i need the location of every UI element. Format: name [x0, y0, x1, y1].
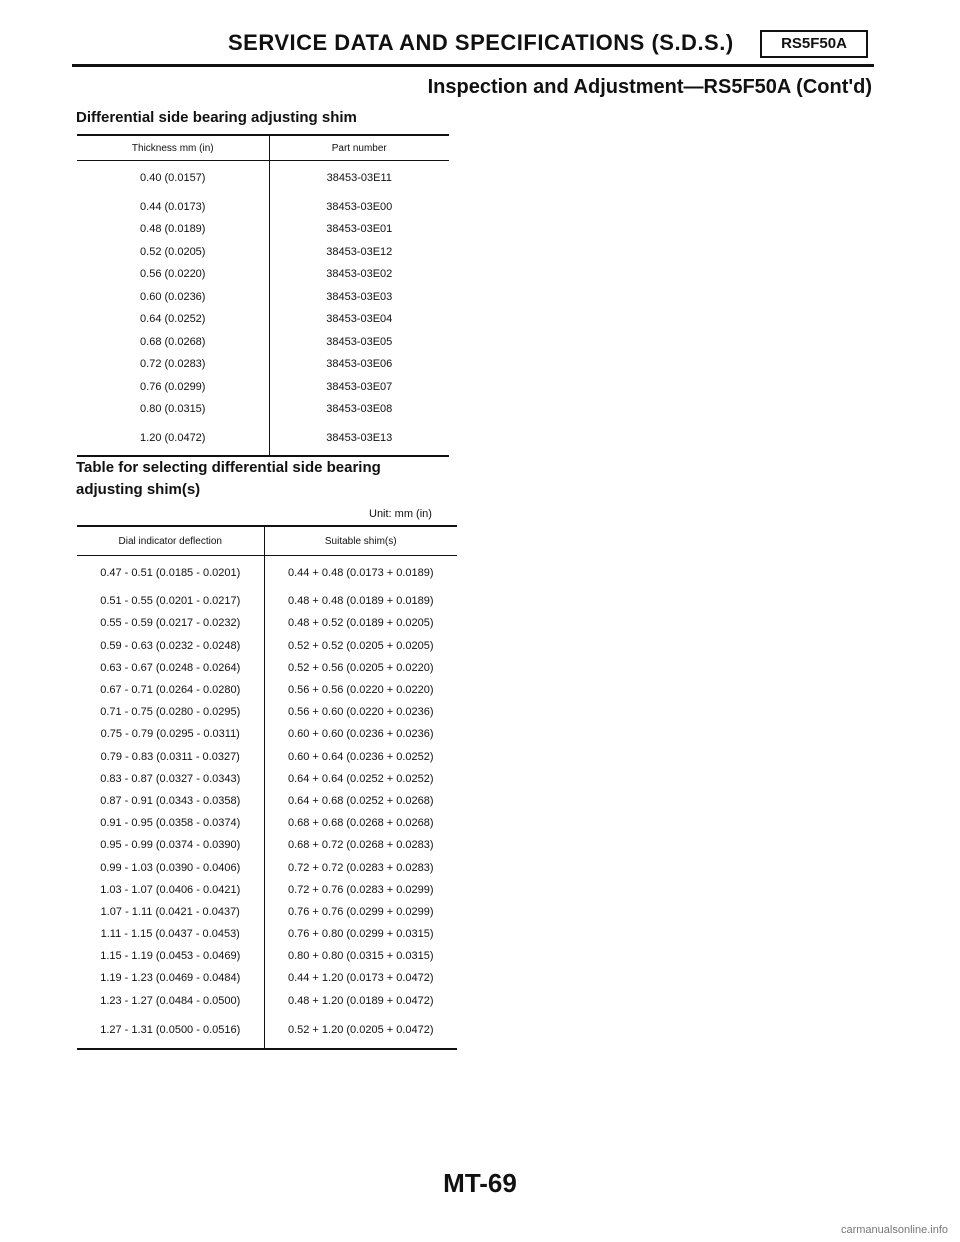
header-divider — [72, 64, 874, 67]
cell-deflection: 0.83 - 0.87 (0.0327 - 0.0343) — [77, 768, 264, 790]
cell-thickness: 0.72 (0.0283) — [77, 353, 269, 376]
cell-deflection: 0.71 - 0.75 (0.0280 - 0.0295) — [77, 701, 264, 723]
table-row — [77, 612, 457, 634]
cell-thickness: 0.48 (0.0189) — [77, 218, 269, 241]
selection-table-title-line2: adjusting shim(s) — [76, 481, 201, 498]
table-row — [77, 590, 457, 612]
table-row — [77, 556, 457, 591]
table-row — [77, 812, 457, 834]
cell-suitable-shims: 0.72 + 0.76 (0.0283 + 0.0299) — [287, 883, 434, 896]
cell-suitable-shims: 0.72 + 0.72 (0.0283 + 0.0283) — [287, 861, 434, 874]
table-row — [77, 635, 457, 657]
cell-suitable-shims: 0.52 + 1.20 (0.0205 + 0.0472) — [264, 1012, 457, 1049]
page-number: MT-69 — [443, 1168, 517, 1198]
watermark-text: carmanualsonline.info — [840, 1224, 948, 1236]
cell-deflection: 0.51 - 0.55 (0.0201 - 0.0217) — [77, 590, 264, 612]
cell-deflection: 0.55 - 0.59 (0.0217 - 0.0232) — [77, 612, 264, 634]
cell-deflection: 0.99 - 1.03 (0.0390 - 0.0406) — [77, 856, 264, 878]
cell-thickness: 0.80 (0.0315) — [77, 398, 269, 421]
cell-suitable-shims: 0.64 + 0.64 (0.0252 + 0.0252) — [287, 772, 434, 785]
cell-deflection: 0.63 - 0.67 (0.0248 - 0.0264) — [77, 657, 264, 679]
cell-suitable-shims: 0.48 + 1.20 (0.0189 + 0.0472) — [287, 994, 434, 1007]
table-row — [77, 746, 457, 768]
table-row — [77, 376, 449, 399]
table-row — [77, 161, 449, 196]
cell-deflection: 1.23 - 1.27 (0.0484 - 0.0500) — [77, 990, 264, 1012]
cell-suitable-shims: 0.80 + 0.80 (0.0315 + 0.0315) — [287, 950, 434, 963]
table-row — [77, 901, 457, 923]
cell-suitable-shims: 0.56 + 0.60 (0.0220 + 0.0236) — [287, 706, 434, 719]
unit-label: Unit: mm (in) — [369, 508, 432, 520]
cell-part-number: 38453-03E06 — [326, 358, 393, 371]
cell-deflection: 0.67 - 0.71 (0.0264 - 0.0280) — [77, 679, 264, 701]
table-row — [77, 196, 449, 219]
cell-thickness: 1.20 (0.0472) — [77, 421, 269, 457]
cell-part-number: 38453-03E08 — [326, 403, 393, 416]
cell-suitable-shims: 0.48 + 0.48 (0.0189 + 0.0189) — [287, 595, 434, 608]
cell-suitable-shims: 0.76 + 0.80 (0.0299 + 0.0315) — [287, 928, 434, 941]
cell-part-number: 38453-03E07 — [326, 380, 393, 393]
cell-suitable-shims: 0.64 + 0.68 (0.0252 + 0.0268) — [287, 794, 434, 807]
cell-part-number: 38453-03E05 — [326, 335, 393, 348]
cell-deflection: 0.95 - 0.99 (0.0374 - 0.0390) — [77, 834, 264, 856]
cell-thickness: 0.64 (0.0252) — [77, 308, 269, 331]
table-row — [77, 241, 449, 264]
cell-deflection: 0.59 - 0.63 (0.0232 - 0.0248) — [77, 635, 264, 657]
table-row — [77, 421, 449, 457]
cell-suitable-shims: 0.68 + 0.72 (0.0268 + 0.0283) — [287, 839, 434, 852]
cell-part-number: 38453-03E02 — [326, 268, 393, 281]
selection-table-title-line1: Table for selecting differential side bearing — [76, 459, 381, 476]
cell-deflection: 1.15 - 1.19 (0.0453 - 0.0469) — [77, 945, 264, 967]
table-row — [77, 657, 457, 679]
cell-part-number: 38453-03E12 — [326, 245, 393, 258]
table-row — [77, 679, 457, 701]
cell-suitable-shims: 0.44 + 1.20 (0.0173 + 0.0472) — [287, 972, 434, 985]
cell-thickness: 0.68 (0.0268) — [77, 331, 269, 354]
cell-suitable-shims: 0.48 + 0.52 (0.0189 + 0.0205) — [287, 617, 434, 630]
cell-suitable-shims: 0.60 + 0.64 (0.0236 + 0.0252) — [287, 750, 434, 763]
cell-part-number: 38453-03E03 — [326, 290, 393, 303]
selection-table — [77, 525, 457, 1050]
cell-part-number: 38453-03E00 — [326, 200, 393, 213]
cell-deflection: 1.11 - 1.15 (0.0437 - 0.0453) — [77, 923, 264, 945]
cell-part-number: 38453-03E13 — [269, 421, 449, 457]
cell-suitable-shims: 0.52 + 0.52 (0.0205 + 0.0205) — [287, 639, 434, 652]
table-row — [77, 923, 457, 945]
cell-deflection: 0.75 - 0.79 (0.0295 - 0.0311) — [77, 723, 264, 745]
table-row — [77, 263, 449, 286]
cell-suitable-shims: 0.60 + 0.60 (0.0236 + 0.0236) — [287, 728, 434, 741]
model-code-badge: RS5F50A — [760, 30, 868, 58]
shim-table — [77, 134, 449, 457]
cell-thickness: 0.76 (0.0299) — [77, 376, 269, 399]
cell-part-number: 38453-03E01 — [326, 223, 393, 236]
table-row — [77, 723, 457, 745]
table-row — [77, 701, 457, 723]
shim-table-title: Differential side bearing adjusting shim — [76, 109, 357, 126]
cell-deflection: 0.47 - 0.51 (0.0185 - 0.0201) — [77, 556, 264, 591]
table-row — [77, 879, 457, 901]
section-title: SERVICE DATA AND SPECIFICATIONS (S.D.S.) — [228, 30, 734, 55]
column-header-suitable-shims: Suitable shim(s) — [264, 526, 457, 556]
table-row — [77, 967, 457, 989]
table-row — [77, 856, 457, 878]
table-row — [77, 286, 449, 309]
table-row — [77, 398, 449, 421]
cell-deflection: 1.27 - 1.31 (0.0500 - 0.0516) — [77, 1012, 264, 1049]
cell-deflection: 0.79 - 0.83 (0.0311 - 0.0327) — [77, 746, 264, 768]
cell-deflection: 0.91 - 0.95 (0.0358 - 0.0374) — [77, 812, 264, 834]
cell-part-number: 38453-03E11 — [326, 172, 392, 185]
cell-thickness: 0.56 (0.0220) — [77, 263, 269, 286]
cell-deflection: 1.03 - 1.07 (0.0406 - 0.0421) — [77, 879, 264, 901]
table-row — [77, 990, 457, 1012]
table-row — [77, 353, 449, 376]
cell-suitable-shims: 0.76 + 0.76 (0.0299 + 0.0299) — [287, 905, 434, 918]
table-row — [77, 308, 449, 331]
column-header-deflection: Dial indicator deflection — [77, 526, 264, 556]
page-subtitle: Inspection and Adjustment—RS5F50A (Cont'd) — [427, 76, 872, 98]
table-row — [77, 790, 457, 812]
cell-deflection: 1.19 - 1.23 (0.0469 - 0.0484) — [77, 967, 264, 989]
cell-thickness: 0.60 (0.0236) — [77, 286, 269, 309]
cell-thickness: 0.40 (0.0157) — [77, 161, 269, 196]
table-row — [77, 945, 457, 967]
column-header-part-number: Part number — [269, 135, 449, 161]
table-row — [77, 1012, 457, 1049]
cell-part-number: 38453-03E04 — [326, 313, 393, 326]
cell-suitable-shims: 0.44 + 0.48 (0.0173 + 0.0189) — [287, 567, 434, 580]
cell-deflection: 0.87 - 0.91 (0.0343 - 0.0358) — [77, 790, 264, 812]
table-row — [77, 331, 449, 354]
cell-suitable-shims: 0.52 + 0.56 (0.0205 + 0.0220) — [287, 661, 434, 674]
cell-suitable-shims: 0.56 + 0.56 (0.0220 + 0.0220) — [287, 684, 434, 697]
table-row — [77, 768, 457, 790]
cell-thickness: 0.44 (0.0173) — [77, 196, 269, 219]
column-header-thickness: Thickness mm (in) — [77, 135, 269, 161]
cell-thickness: 0.52 (0.0205) — [77, 241, 269, 264]
table-row — [77, 834, 457, 856]
cell-deflection: 1.07 - 1.11 (0.0421 - 0.0437) — [77, 901, 264, 923]
cell-suitable-shims: 0.68 + 0.68 (0.0268 + 0.0268) — [287, 817, 434, 830]
table-row — [77, 218, 449, 241]
